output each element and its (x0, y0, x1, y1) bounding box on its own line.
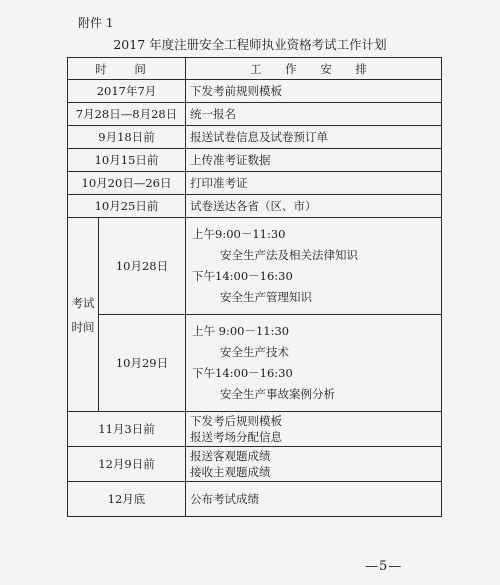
table-row (68, 447, 442, 482)
row-work: 打印准考证 (186, 172, 442, 195)
exam-time-label (68, 218, 99, 412)
row-work: 报送试卷信息及试卷预订单 (186, 126, 442, 149)
exam-sessions (186, 315, 442, 412)
exam-date: 10月28日 (99, 218, 186, 315)
exam-day-row (68, 315, 442, 412)
am-subject: 安全生产技术 (220, 345, 289, 359)
pm-subject: 安全生产管理知识 (220, 290, 312, 304)
am-subject: 安全生产法及相关法律知识 (220, 248, 358, 262)
pm-time: 下午14:00－16:30 (192, 366, 293, 380)
row-work (186, 412, 442, 447)
row-time: 12月9日前 (68, 447, 186, 482)
table-row (68, 149, 442, 172)
page-number: —5— (365, 559, 403, 574)
row-time: 9月18日前 (68, 126, 186, 149)
row-time: 10月15日前 (68, 149, 186, 172)
exam-day-row (68, 218, 442, 315)
row-work: 试卷送达各省（区、市） (186, 195, 442, 218)
row-work-line: 报送考场分配信息 (190, 430, 282, 444)
exam-label-line2: 时间 (71, 319, 95, 334)
row-time: 11月3日前 (68, 412, 186, 447)
document-title: 2017 年度注册安全工程师执业资格考试工作计划 (113, 37, 387, 52)
row-work-line: 接收主观题成绩 (190, 465, 271, 479)
row-time: 10月25日前 (68, 195, 186, 218)
row-time: 10月20日—26日 (68, 172, 186, 195)
row-time: 12月底 (68, 482, 186, 517)
work-plan-table (67, 57, 442, 517)
header-work: 工 作 安 排 (186, 58, 442, 80)
table-row (68, 482, 442, 517)
header-time: 时 间 (68, 58, 186, 80)
table-row (68, 103, 442, 126)
row-time: 7月28日—8月28日 (68, 103, 186, 126)
table-row (68, 412, 442, 447)
row-work: 统一报名 (186, 103, 442, 126)
pm-time: 下午14:00－16:30 (192, 269, 293, 283)
row-work-line: 报送客观题成绩 (190, 449, 271, 463)
row-work-line: 下发考后规则模板 (190, 414, 282, 428)
table-row (68, 172, 442, 195)
table-row (68, 195, 442, 218)
attachment-label: 附件 1 (78, 16, 114, 30)
exam-sessions (186, 218, 442, 315)
table-row (68, 80, 442, 103)
exam-label-line1: 考试 (71, 295, 95, 310)
row-work: 下发考前规则模板 (186, 80, 442, 103)
am-time: 上午 9:00－11:30 (192, 324, 290, 338)
table-header-row (68, 58, 442, 80)
row-work: 上传准考证数据 (186, 149, 442, 172)
row-work (186, 447, 442, 482)
am-time: 上午9:00－11:30 (192, 227, 286, 241)
table-row (68, 126, 442, 149)
pm-subject: 安全生产事故案例分析 (220, 387, 335, 401)
row-work: 公布考试成绩 (186, 482, 442, 517)
exam-date: 10月29日 (99, 315, 186, 412)
row-time: 2017年7月 (68, 80, 186, 103)
